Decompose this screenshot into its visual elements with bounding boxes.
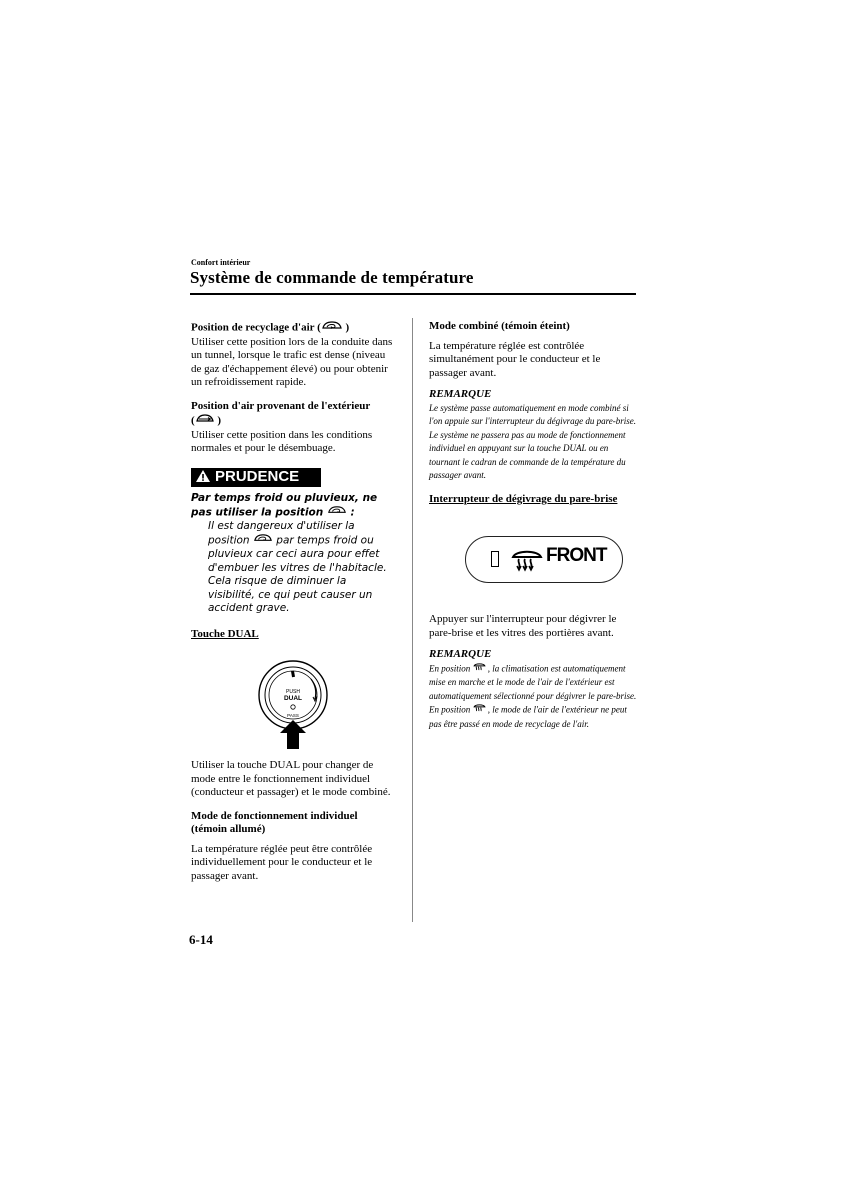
- recirculation-text: Utiliser cette position lors de la conduite dans un tunnel, lorsque le trafic est dense (niveau de gaz d'échappement élevé) ou pour obtenir un refroidissement rapide.: [191, 335, 393, 388]
- remark-title-2: REMARQUE: [429, 648, 492, 660]
- remark-body-1: Le système passe automatiquement en mode combiné si l'on appuie sur l'interrupteur du dégivrage du pare-brise. Le système ne passera pas au mode de fonctionnement individuel en appuyant sur la touche DUAL ou en tournant le cadran de commande de la température du passager avant.: [429, 402, 636, 480]
- column-divider: [412, 318, 413, 922]
- outside-air-icon: [195, 413, 215, 429]
- caution-banner: [191, 468, 321, 487]
- front-defrost-switch-illustration: [465, 536, 623, 583]
- remark2-text-a: En position: [429, 662, 473, 673]
- dial-pass-label: PASS: [287, 713, 299, 718]
- recirculation-icon: [327, 505, 347, 520]
- dial-push-label: PUSH: [286, 689, 300, 695]
- recirculation-icon: [321, 320, 343, 336]
- warning-triangle-icon: [195, 469, 211, 486]
- remark-body-2: [429, 662, 639, 732]
- outside-air-heading-icon-line: [191, 413, 395, 429]
- caution-body-text-a: Il est dangereux d'utiliser la position: [208, 519, 355, 547]
- caution-label: PRUDENCE: [215, 468, 300, 486]
- dial-dual-label: DUAL: [283, 695, 303, 702]
- defrost-icon: [473, 662, 486, 677]
- recirculation-heading-close: ): [342, 321, 350, 334]
- caution-lead-colon: :: [346, 506, 355, 519]
- push-arrow-icon: [280, 720, 306, 749]
- front-label: FRONT: [546, 545, 607, 566]
- right-column: [429, 320, 639, 731]
- outside-air-heading-open: (: [191, 414, 195, 427]
- defrost-heading: Interrupteur de dégivrage du pare-brise: [429, 492, 618, 505]
- dual-heading: Touche DUAL: [191, 627, 259, 640]
- indicator-lamp: [491, 551, 499, 567]
- section-label: Confort intérieur: [191, 258, 251, 267]
- caution-body-text-b: par temps froid ou pluvieux car ceci aura pour effet d'embuer les vitres de l'habitacle. Cela risque de diminuer la visibilité, ce qui peut causer un accident grave.: [208, 534, 387, 614]
- dual-text: Utiliser la touche DUAL pour changer de mode entre le fonctionnement individuel (conducteur et passager) et le mode combiné.: [191, 759, 391, 798]
- combined-mode-heading: Mode combiné (témoin éteint): [429, 320, 570, 332]
- caution-lead: [191, 492, 395, 520]
- recirculation-icon: [253, 533, 273, 548]
- caution-lead-text: Par temps froid ou pluvieux, ne pas utiliser la position: [191, 491, 378, 519]
- caution-body: [208, 520, 395, 616]
- page-number: 6-14: [189, 932, 213, 947]
- outside-air-heading-close: ): [214, 414, 222, 427]
- defrost-text: Appuyer sur l'interrupteur pour dégivrer le pare-brise et les vitres des portières avant.: [429, 613, 617, 639]
- left-column: [191, 320, 395, 883]
- remark2-text-b: , la climatisation est automatiquement mise en marche et le mode de l'air de l'extérieur est automatiquement sélectionné pour dégivrer le pare-brise. En position: [429, 662, 637, 715]
- page-title: Système de commande de température: [190, 268, 474, 287]
- individual-mode-heading: Mode de fonctionnement individuel (témoin allumé): [191, 809, 358, 835]
- defrost-icon: [473, 703, 486, 718]
- dual-dial-illustration: [253, 659, 333, 751]
- individual-mode-text: La température réglée peut être contrôlée individuellement pour le conducteur et le passager avant.: [191, 842, 373, 882]
- remark2-text-c: , le mode de l'air de l'extérieur ne peut pas être passé en mode de recyclage de l'air.: [429, 704, 627, 729]
- defrost-icon: [510, 547, 544, 578]
- title-rule: [190, 293, 636, 295]
- remark-title-1: REMARQUE: [429, 388, 492, 400]
- outside-air-heading: Position d'air provenant de l'extérieur: [191, 399, 371, 412]
- recirculation-heading-text: Position de recyclage d'air (: [191, 321, 321, 334]
- outside-air-text: Utiliser cette position dans les conditions normales et pour le désembuage.: [191, 428, 373, 454]
- combined-mode-text: La température réglée est contrôlée simultanément pour le conducteur et le passager avant.: [429, 339, 601, 379]
- recirculation-heading: [191, 320, 395, 336]
